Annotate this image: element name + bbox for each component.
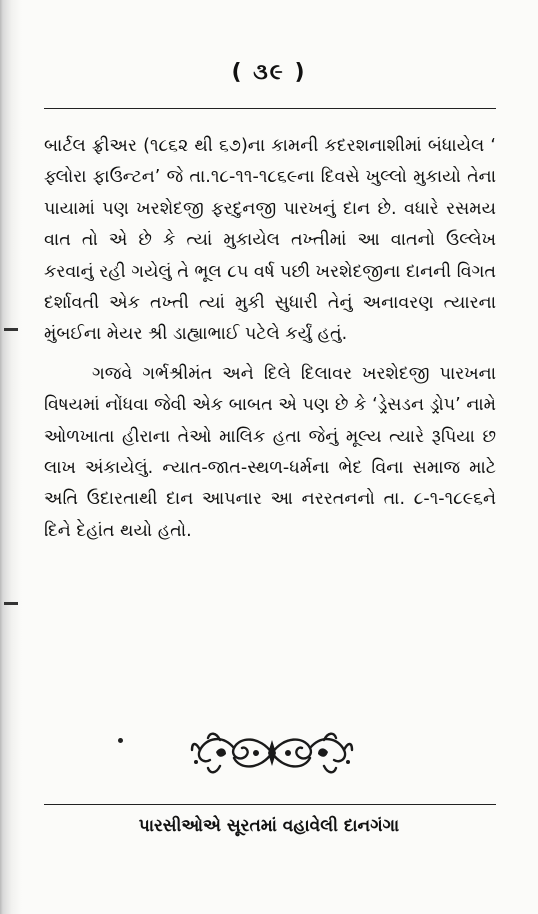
- running-footer-title: પારસીઓએ સૂરતમાં વહાવેલી દાનગંગા: [138, 816, 400, 836]
- binding-mark: [4, 602, 18, 605]
- paragraph: બાર્ટલ ફ્રીઅર (૧૮૬૨ થી ૬૭)ના કામની કદરશનાશીમાં બંધાયેલ ‘ ફ્લોરા ફાઉન્ટન’ જે તા.૧૮-૧૧-૧૮૬૯ના દિવસે ખુલ્લો મુકાયો તેના પાયામાં પણ ખરશેદજી ફરદુનજી પારખનું દાન છે. વધારે રસમય વાત તો એ છે કે ત્યાં મુકાયેલ તખ્તીમાં આ વાતનો ઉલ્લેખ કરવાનું રહી ગયેલું તે ભૂલ ૮૫ વર્ષ પછી ખરશેદજીના દાનની વિગત દર્શાવતી એક તખ્તી ત્યાં મુકી સુધારી તેનું અનાવરણ ત્યારના મુંબઈના મેયર શ્રી ડાહ્યાભાઈ પટેલે કર્યું હતું.: [44, 136, 496, 345]
- binding-mark: [4, 328, 18, 331]
- page-number: ( ૩૯ ): [231, 60, 307, 85]
- page-body: [44, 131, 496, 547]
- footer-divider: [44, 804, 496, 805]
- book-gutter-shadow: [0, 0, 22, 914]
- paragraph: ગજવે ગર્ભશ્રીમંત અને દિલે દિલાવર ખરશેદજી પારખના વિષયમાં નોંધવા જેવી એક બાબત એ પણ છે કે ‘ડ્રેસડન ડ્રોપ’ નામે ઓળખાતા હીરાના તેઓ માલિક હતા જેનું મૂલ્ય ત્યારે રૂપિયા છ લાખ અંકાયેલું. ન્યાત-જાત-સ્થળ-ધર્મના ભેદ વિના સમાજ માટે અતિ ઉદારતાથી દાન આપનાર આ નરરતનનો તા. ૮-૧-૧૮૯૬ને દિને દેહાંત થયો હતો.: [44, 363, 496, 541]
- floral-scroll-ornament-icon: [190, 728, 354, 778]
- header-divider: [44, 108, 496, 109]
- ink-speck: [118, 738, 123, 743]
